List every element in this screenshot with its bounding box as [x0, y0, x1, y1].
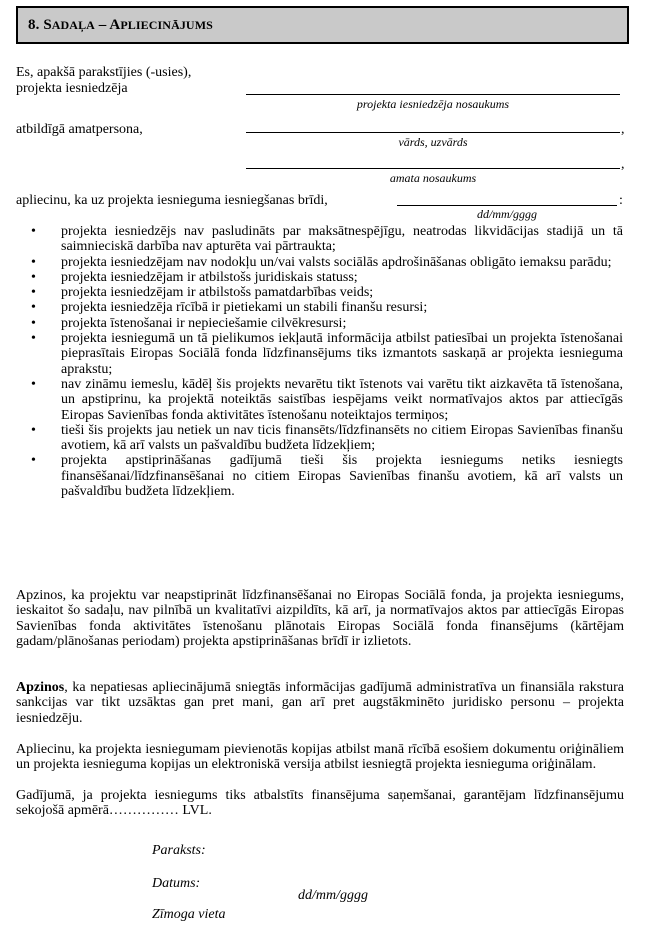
list-item: • projekta iesniedzējam nav nodokļu un/vai valsts sociālās apdrošināšanas obligāto iemaksu parādu; [31, 255, 623, 270]
title-part: S [43, 17, 52, 33]
list-item: • projekta apstiprināšanas gadījumā tieši šis projekta iesniegums netiks iesniegts finansēšanai/līdzfinansēšanai no citiem Eiropas Savienības finanšu avotiem, kā arī valsts un pašvaldību budžeta līdzekļiem. [31, 453, 623, 499]
list-item: • projekta iesniedzējam ir atbilstošs pamatdarbības veids; [31, 285, 623, 300]
list-item: • tieši šis projekts jau netiek un nav ticis finansēts/līdzfinansēts no citiem Eiropas Savienības finanšu avotiem, kā arī valsts un pašvaldību budžeta līdzekļiem; [31, 423, 623, 454]
title-part: ADAĻA [51, 18, 95, 32]
comma-1: , [621, 122, 625, 137]
paragraph-cofinancing: Gadījumā, ja projekta iesniegums tiks atbalstīts finansējuma saņemšanai, garantējam līdzfinansējumu sekojošā apmērā…………… LVL. [16, 788, 624, 819]
signature-label: Paraksts: [152, 843, 206, 858]
paragraph-text: , ka nepatiesas apliecinājumā sniegtās informācijas gadījumā administratīva un finansiāla rakstura sankcijas var tikt uzsāktas gan pret mani, gan arī pret augstākminēto juridisko personu – projekta iesniedzēju. [16, 680, 624, 726]
list-item: • projekta iesniegumā un tā pielikumos iekļautā informācija atbilst patiesībai un projekta īstenošanai pieprasītais Eiropas Sociālā fonda līdzfinansējums tiks izmantots saskaņā ar projekta iesnieguma aprakstu; [31, 331, 623, 377]
applicant-name-field[interactable] [246, 94, 620, 95]
list-item: • projekta īstenošanai ir nepieciešamie cilvēkresursi; [31, 316, 623, 331]
certify-label: apliecinu, ka uz projekta iesnieguma iesniegšanas brīdi, [16, 193, 328, 208]
paragraph-awareness-funding: Apzinos, ka projektu var neapstiprināt līdzfinansēšanai no Eiropas Sociālā fonda, ja projekta iesniegums, ieskaitot šo sadaļu, nav pilnībā un kvalitatīvi aizpildīts, kā arī, ja normatīvajos aktos par attiecīgās Eiropas Savienības fonda aktivitātes īstenošanu plānotais Eiropas Sociālā fonda finansējums (kārtējam gadam/plānošanas periodam) projekta apstiprināšanas brīdī ir izlietots. [16, 588, 624, 649]
official-name-field[interactable] [246, 132, 620, 133]
name-caption: vārds, uzvārds [398, 135, 468, 149]
bold-lead: Apzinos [16, 680, 65, 695]
title-part: PLIECINĀJUMS [120, 18, 213, 32]
section-number: 8. [28, 17, 40, 33]
title-dash: – [94, 17, 110, 33]
position-caption: amata nosaukums [389, 171, 477, 185]
comma-2: , [621, 157, 625, 172]
date-caption: dd/mm/gggg [477, 207, 537, 221]
intro-line-2: projekta iesniedzēja [16, 81, 128, 96]
certification-list [31, 224, 623, 499]
colon: : [619, 193, 623, 208]
list-item: • nav zināmu iemeslu, kādēļ šis projekts nevarētu tikt īstenots vai varētu tikt aizkavēta tā īstenošana, un apstiprinu, ka projektā noteiktās saistības iespējams veikt normatīvajos aktos par attiecīgās Eiropas Savienības fonda aktivitātes īstenošanu noteiktajos termiņos; [31, 377, 623, 423]
title-part: A [109, 17, 121, 33]
date-field[interactable] [397, 205, 617, 206]
list-item: • projekta iesniedzēja rīcībā ir pietiekami un stabili finanšu resursi; [31, 300, 623, 315]
stamp-label: Zīmoga vieta [152, 907, 226, 922]
list-item: • projekta iesniedzējam ir atbilstošs juridiskais statuss; [31, 270, 623, 285]
applicant-name-caption: projekta iesniedzēja nosaukums [356, 97, 510, 111]
list-item: • projekta iesniedzējs nav pasludināts par maksātnespējīgu, neatrodas likvidācijas stadijā un tā saimnieciskā darbība nav apturēta vai pārtraukta; [31, 224, 623, 255]
section-title [28, 17, 213, 34]
date-label: Datums: [152, 876, 201, 891]
official-position-field[interactable] [246, 168, 620, 169]
official-label: atbildīgā amatpersona, [16, 122, 143, 137]
section-header [16, 6, 629, 44]
paragraph-awareness-sanctions [16, 680, 624, 726]
intro-line-1: Es, apakšā parakstījies (-usies), [16, 65, 192, 80]
paragraph-copies: Apliecinu, ka projekta iesniegumam pievienotās kopijas atbilst manā rīcībā esošiem dokumentu oriģināliem un projekta iesnieguma kopijas un elektroniskā versija atbilst iesniegtā projekta iesnieguma oriģinālam. [16, 742, 624, 773]
date-format-caption: dd/mm/gggg [298, 888, 368, 903]
